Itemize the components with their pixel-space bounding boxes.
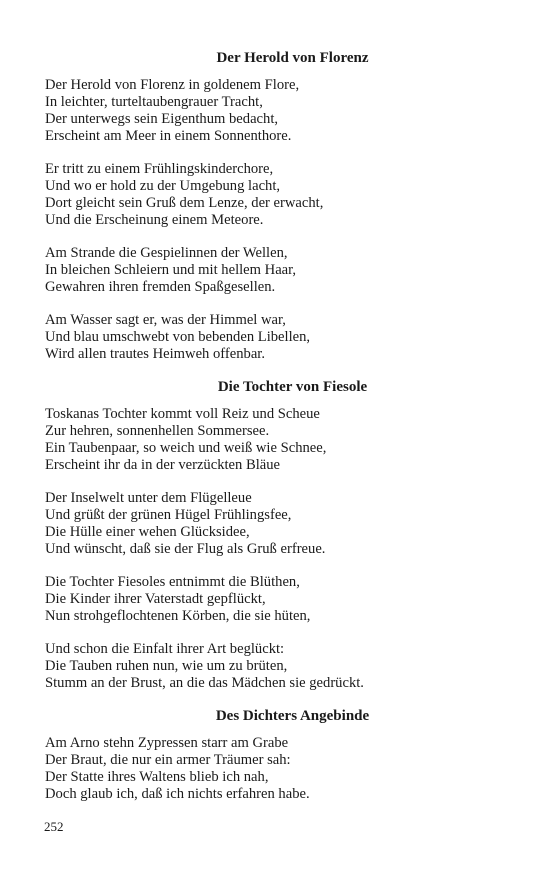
poem-title: Der Herold von Florenz [216,50,369,66]
verse-line: In leichter, turteltaubengrauer Tracht, [45,94,263,110]
stanza [45,490,515,558]
poem [45,50,515,363]
verse-line: Der Inselwelt unter dem Flügelleue [45,490,252,506]
stanza [45,735,515,803]
poem-text-block [45,50,515,819]
verse-line: Die Hülle einer wehen Glücksidee, [45,524,250,540]
verse-line: Dort gleicht sein Gruß dem Lenze, der erwacht, [45,195,324,211]
poem-title: Des Dichters Angebinde [215,708,370,724]
verse-line: Und wünscht, daß sie der Flug als Gruß erfreue. [45,541,326,557]
verse-line: Doch glaub ich, daß ich nichts erfahren habe. [45,786,310,802]
verse-line: In bleichen Schleiern und mit hellem Haar, [45,262,297,278]
poem [45,708,515,803]
verse-line: Die Tochter Fiesoles entnimmt die Blüthen, [45,574,300,590]
verse-line: Der unterwegs sein Eigenthum bedacht, [45,111,279,127]
verse-line: Der Herold von Florenz in goldenem Flore, [45,77,300,93]
verse-line: Und wo er hold zu der Umgebung lacht, [45,178,281,194]
verse-line: Er tritt zu einem Frühlingskinderchore, [45,161,274,177]
verse-line: Nun strohgeflochtenen Körben, die sie hüten, [45,608,311,624]
verse-line: Und schon die Einfalt ihrer Art beglückt: [45,641,285,657]
stanza [45,77,515,145]
verse-line: Erscheint am Meer in einem Sonnenthore. [45,128,292,144]
verse-line: Zur hehren, sonnenhellen Sommersee. [45,423,270,439]
verse-line: Die Tauben ruhen nun, wie um zu brüten, [45,658,288,674]
poem [45,379,515,692]
verse-line: Der Braut, die nur ein armer Träumer sah: [45,752,291,768]
stanza [45,574,515,625]
verse-line: Erscheint ihr da in der verzückten Bläue [45,457,281,473]
verse-line: Am Strande die Gespielinnen der Wellen, [45,245,288,261]
stanza [45,406,515,474]
verse-line: Wird allen trautes Heimweh offenbar. [45,346,265,362]
page-number: 252 [44,819,64,834]
verse-line: Toskanas Tochter kommt voll Reiz und Scheue [45,406,320,422]
verse-line: Am Arno stehn Zypressen starr am Grabe [45,735,289,751]
verse-line: Und blau umschwebt von bebenden Libellen, [45,329,311,345]
verse-line: Und grüßt der grünen Hügel Frühlingsfee, [45,507,292,523]
verse-line: Am Wasser sagt er, was der Himmel war, [45,312,286,328]
stanza [45,312,515,363]
stanza [45,245,515,296]
verse-line: Und die Erscheinung einem Meteore. [45,212,264,228]
verse-line: Gewahren ihren fremden Spaßgesellen. [45,279,276,295]
stanza [45,161,515,229]
poem-title: Die Tochter von Fiesole [217,379,368,395]
verse-line: Der Statte ihres Waltens blieb ich nah, [45,769,269,785]
verse-line: Stumm an der Brust, an die das Mädchen sie gedrückt. [45,675,364,691]
verse-line: Die Kinder ihrer Vaterstadt gepflückt, [45,591,266,607]
verse-line: Ein Taubenpaar, so weich und weiß wie Schnee, [45,440,327,456]
stanza [45,641,515,692]
